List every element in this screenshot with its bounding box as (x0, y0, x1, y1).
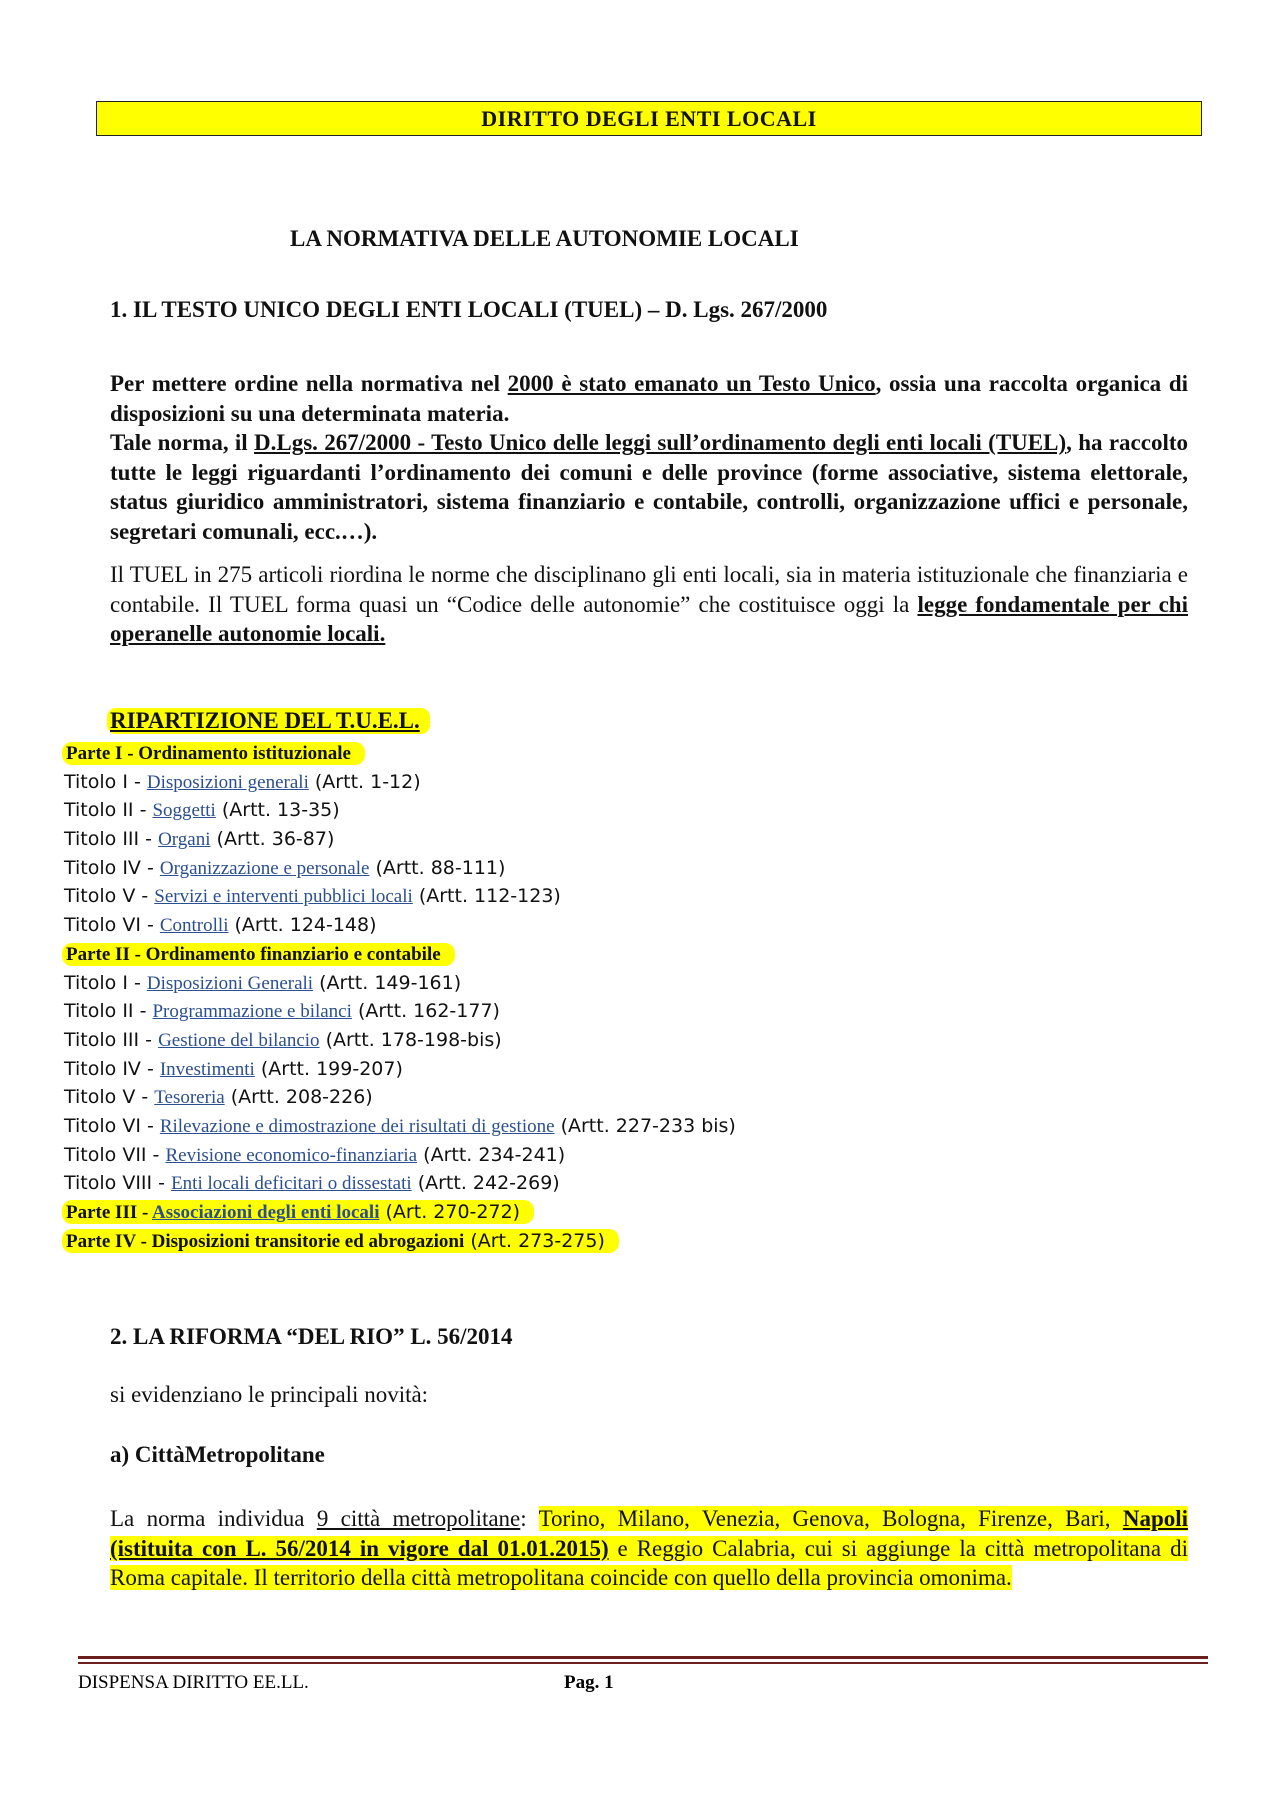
title-link[interactable]: Organizzazione e personale (159, 857, 370, 879)
article-range: (Artt. 234-241) (417, 1143, 566, 1166)
index-title-line (64, 969, 964, 998)
index-title-line (64, 768, 964, 797)
part-heading: Parte I - Ordinamento istituzionale (62, 742, 365, 765)
index-title-line (64, 911, 964, 940)
title-label: Titolo VI - (64, 914, 160, 937)
index-title-line (64, 882, 964, 911)
subtitle: LA NORMATIVA DELLE AUTONOMIE LOCALI (290, 226, 799, 251)
article-range: (Artt. 36-87) (210, 828, 335, 851)
tuel-index (64, 739, 964, 1255)
section1-paragraph1: Per mettere ordine nella normativa nel 2000 è stato emanato un Testo Unico, ossia una raccolta organica di disposizioni su una determinata materia. Tale norma, il D.Lgs. 267/2000 - Testo Unico delle leggi sull’ordinamento degli enti locali (TUEL), ha raccolto tutte le leggi riguardanti l’ordinamento dei comuni e delle province (forme associative, sistema elettorale, status giuridico amministratori, sistema finanziario e contabile, controlli, organizzazione uffici e personale, segretari comunali, ecc.…). (110, 371, 1189, 544)
part-heading (62, 1229, 619, 1253)
title-link[interactable]: Tesoreria (154, 1087, 225, 1109)
title-link[interactable]: Disposizioni Generali (146, 972, 314, 994)
page-number: Pag. 1 (564, 1672, 614, 1693)
article-range: (Art. 270-272) (379, 1201, 521, 1223)
index-title-line (64, 1112, 964, 1141)
title-link[interactable]: Gestione del bilancio (158, 1029, 320, 1051)
section2-intro: si evidenziano le principali novità: (110, 1382, 429, 1407)
part-heading (62, 1200, 534, 1224)
title-label: Titolo V - (64, 885, 155, 908)
title-label: Titolo II - (64, 1000, 153, 1023)
part-label: Parte IV - Disposizioni transitorie ed abrogazioni (66, 1230, 465, 1252)
index-title-line (64, 1055, 964, 1084)
title-label: Titolo VII - (64, 1143, 166, 1166)
title-label: Titolo III - (64, 1028, 159, 1051)
index-part-line (64, 940, 964, 969)
title-label: Titolo V - (64, 1086, 155, 1109)
title-label: Titolo IV - (64, 856, 160, 879)
article-range: (Artt. 199-207) (254, 1057, 403, 1080)
title-link[interactable]: Organi (158, 829, 211, 851)
article-range: (Artt. 162-177) (351, 1000, 500, 1023)
title-label: Titolo VIII - (64, 1172, 172, 1195)
title-link[interactable]: Revisione economico-finanziaria (165, 1144, 418, 1166)
article-range: (Artt. 208-226) (224, 1086, 373, 1109)
document-title: DIRITTO DEGLI ENTI LOCALI (96, 101, 1202, 136)
title-link[interactable]: Controlli (159, 915, 229, 937)
section1-heading: 1. IL TESTO UNICO DEGLI ENTI LOCALI (TUEL) – D. Lgs. 267/2000 (110, 297, 828, 322)
title-link[interactable]: Disposizioni generali (146, 771, 309, 793)
title-link[interactable]: Enti locali deficitari o dissestati (171, 1173, 412, 1195)
title-label: Titolo II - (64, 799, 153, 822)
article-range: (Art. 273-275) (464, 1229, 605, 1252)
article-range: (Artt. 124-148) (228, 914, 377, 937)
ripartizione-title: RIPARTIZIONE DEL T.U.E.L. (107, 708, 430, 734)
article-range: (Artt. 149-161) (313, 971, 462, 994)
index-title-line (64, 1141, 964, 1170)
index-title-line (64, 997, 964, 1026)
part-link[interactable]: Associazioni degli enti locali (152, 1202, 380, 1223)
article-range: (Artt. 227-233 bis) (554, 1114, 736, 1137)
part-label: Parte III - (66, 1202, 153, 1223)
section2-heading: 2. LA RIFORMA “DEL RIO” L. 56/2014 (110, 1324, 513, 1349)
footer-rule-thin (78, 1662, 1208, 1664)
index-title-line (64, 854, 964, 883)
title-label: Titolo III - (64, 828, 159, 851)
title-link[interactable]: Rilevazione e dimostrazione dei risultati di gestione (159, 1115, 555, 1137)
article-range: (Artt. 178-198-bis) (319, 1028, 502, 1051)
part-heading: Parte II - Ordinamento finanziario e contabile (62, 943, 455, 966)
title-label: Titolo VI - (64, 1114, 160, 1137)
article-range: (Artt. 1-12) (308, 770, 421, 793)
index-part-line (64, 1198, 964, 1227)
title-link[interactable]: Soggetti (152, 800, 216, 822)
index-part-line (64, 739, 964, 768)
article-range: (Artt. 112-123) (412, 885, 561, 908)
title-link[interactable]: Programmazione e bilanci (152, 1001, 352, 1023)
index-title-line (64, 1083, 964, 1112)
title-link[interactable]: Servizi e interventi pubblici locali (154, 886, 413, 908)
article-range: (Artt. 13-35) (215, 799, 340, 822)
title-label: Titolo I - (64, 971, 147, 994)
title-link[interactable]: Investimenti (159, 1058, 255, 1080)
title-label: Titolo I - (64, 770, 147, 793)
index-part-line (64, 1227, 964, 1256)
article-range: (Artt. 242-269) (411, 1172, 560, 1195)
article-range: (Artt. 88-111) (369, 856, 506, 879)
subsection-a-heading: a) CittàMetropolitane (110, 1442, 325, 1467)
index-title-line (64, 825, 964, 854)
title-label: Titolo IV - (64, 1057, 160, 1080)
section1-paragraph2: Il TUEL in 275 articoli riordina le norme che disciplinano gli enti locali, sia in materia istituzionale che finanziaria e contabile. Il TUEL forma quasi un “Codice delle autonomie” che costituisce oggi la legge fondamentale per chi operanelle autonomie locali. (110, 562, 1188, 646)
index-title-line (64, 1169, 964, 1198)
footer-rule-thick (78, 1656, 1208, 1659)
citta-metropolitane-paragraph: La norma individua 9 città metropolitane: Torino, Milano, Venezia, Genova, Bologna, Firenze, Bari, Napoli (istituita con L. 56/2014 in vigore dal 01.01.2015) e Reggio Calabria, cui si aggiunge la città metropolitana di Roma capitale. Il territorio della città metropolitana coincide con quello della provincia omonima. (110, 1506, 1189, 1590)
index-title-line (64, 796, 964, 825)
footer-document-name: DISPENSA DIRITTO EE.LL. (78, 1672, 309, 1693)
index-title-line (64, 1026, 964, 1055)
